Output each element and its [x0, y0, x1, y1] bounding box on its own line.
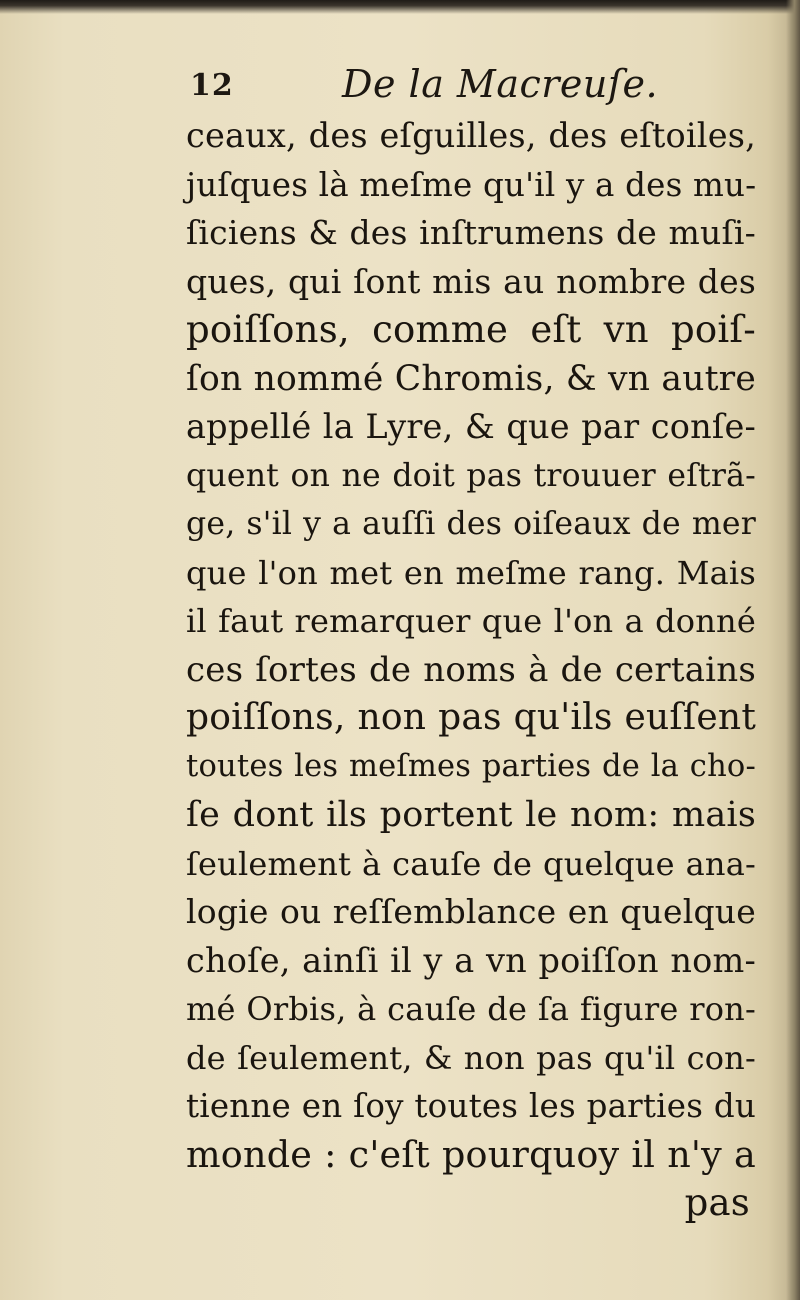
text-line: mé Orbis, à cauſe de ſa figure ron- [186, 990, 756, 1028]
text-line: ſe dont ils portent le nom: mais [186, 795, 756, 835]
text-line: que l'on met en meſme rang. Mais [186, 553, 756, 592]
text-line: quent on ne doit pas trouuer eſtrã- [186, 457, 756, 494]
text-line: ſeulement à cauſe de quelque ana- [186, 844, 756, 883]
text-line: monde : c'eſt pourquoy il n'y a [186, 1132, 756, 1176]
text-line: juſques là meſme qu'il y a des mu- [186, 165, 757, 204]
text-line: il faut remarquer que l'on a donné [186, 602, 756, 640]
text-line: ſiciens & des inſtrumens de muſi- [186, 213, 756, 252]
running-head [190, 62, 750, 112]
text-line: logie ou reſſemblance en quelque [186, 892, 756, 931]
page-number: 12 [190, 68, 234, 103]
text-line: tienne en ſoy toutes les parties du [186, 1087, 756, 1125]
text-line: toutes les meſmes parties de la cho- [186, 748, 756, 784]
page-gutter-shadow [786, 0, 800, 1300]
text-line: ceaux, des eſguilles, des eſtoiles, [186, 116, 756, 155]
text-line: ſon nommé Chromis, & vn autre [186, 358, 756, 399]
text-line: ge, s'il y a auſſi des oiſeaux de mer [186, 506, 756, 542]
text-line: poiſſons, comme eſt vn poiſ- [186, 308, 756, 351]
text-line: poiſſons, non pas qu'ils euſſent [186, 697, 756, 738]
text-line: appellé la Lyre, & que par conſe- [186, 407, 756, 446]
text-line: de ſeulement, & non pas qu'il con- [186, 1038, 756, 1077]
page-top-shadow [0, 0, 800, 14]
running-title: De la Macreuſe. [342, 62, 659, 106]
text-line: ces ſortes de noms à de certains [186, 649, 756, 690]
text-line: choſe, ainſi il y a vn poiſſon nom- [186, 940, 756, 980]
body-text [186, 112, 756, 1228]
catchword: pas [684, 1181, 750, 1224]
text-line: ques, qui ſont mis au nombre des [186, 261, 756, 301]
